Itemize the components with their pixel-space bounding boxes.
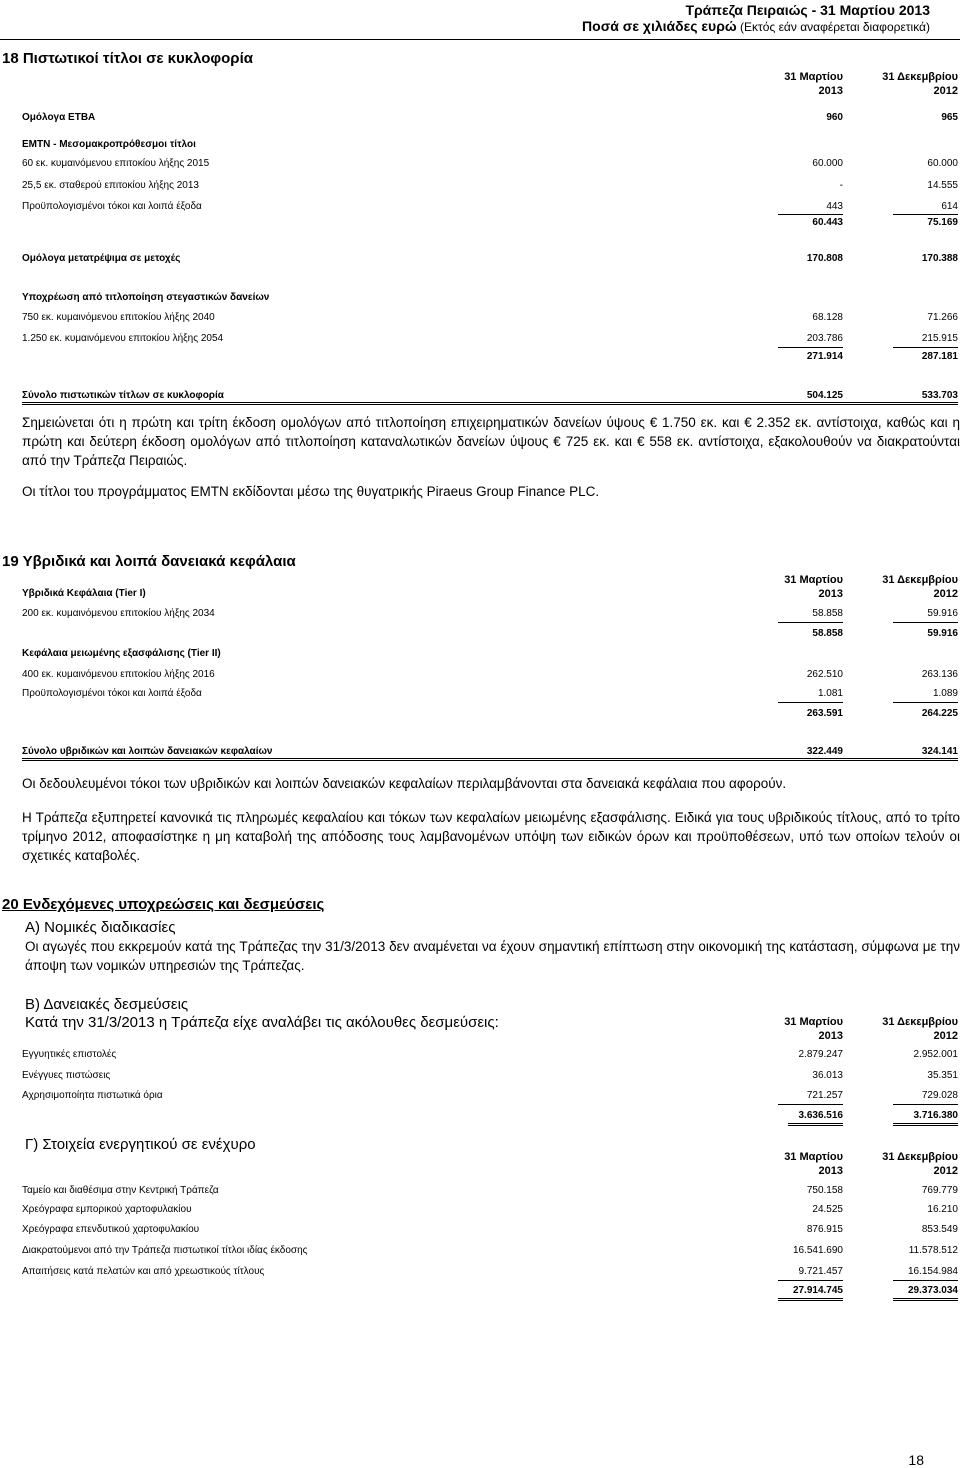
value-2012: 170.388 <box>921 253 958 264</box>
legal-paragraph: Οι αγωγές που εκκρεμούν κατά της Τράπεζας την 31/3/2013 δεν αναμένεται να έχουν σημαντική επίπτωση στην οικονομική της κατάσταση, σύμφωνα με την άποψη των νομικών υπηρεσιών της Τράπεζας. <box>25 939 960 973</box>
col-head-2013 <box>743 1150 843 1178</box>
value-2012: 11.578.512 <box>908 1245 958 1256</box>
subtotal-rule <box>893 214 958 215</box>
col-head-2013 <box>743 1015 843 1043</box>
header-divider <box>0 39 960 40</box>
subtotal-2012: 59.916 <box>927 628 958 639</box>
value-2013: 443 <box>826 201 843 212</box>
subtotal-rule <box>893 622 958 623</box>
subtotal-2013: 263.591 <box>806 708 843 719</box>
total-double-rule <box>22 758 958 761</box>
value-2013: 2.879.247 <box>798 1049 843 1060</box>
total-double-rule <box>778 1298 843 1301</box>
col-head-2012 <box>858 573 958 601</box>
col-head-year: 2012 <box>933 1030 958 1042</box>
total-label: Σύνολο υβριδικών και λοιπών δανειακών κεφαλαίων <box>22 746 273 757</box>
row-label: Προϋπολογισμένοι τόκοι και λοιπά έξοδα <box>22 201 202 212</box>
note-paragraph: Οι δεδουλευμένοι τόκοι των υβριδικών και λοιπών δανειακών κεφαλαίων περιλαμβάνονται στα δανειακά κεφάλαια που αφορούν. <box>22 776 787 791</box>
subtotal-2012: 75.169 <box>927 217 958 228</box>
amounts-note <box>582 18 930 34</box>
row-label: Αχρησιμοποίητα πιστωτικά όρια <box>22 1090 163 1101</box>
value-2013: 24.525 <box>812 1204 843 1215</box>
value-2012: 16.210 <box>927 1204 958 1215</box>
col-head-label: 31 Μαρτίου <box>784 1151 843 1163</box>
subtotal-2012: 264.225 <box>921 708 958 719</box>
subsection-title: Υβριδικά Κεφάλαια (Tier I) <box>22 588 146 599</box>
row-label: Διακρατούμενοι από την Τράπεζα πιστωτικοί τίτλοι ιδίας έκδοσης <box>22 1245 308 1256</box>
subsection-a-title: Α) Νομικές διαδικασίες <box>25 919 176 936</box>
col-head-year: 2012 <box>933 1165 958 1177</box>
value-2013: 60.000 <box>812 158 843 169</box>
subtotal-rule <box>778 622 843 623</box>
value-2012: 614 <box>941 201 958 212</box>
total-2013: 322.449 <box>806 746 843 757</box>
value-2013: 1.081 <box>817 688 843 699</box>
subsection-c-title: Γ) Στοιχεία ενεργητικού σε ενέχυρο <box>25 1136 256 1153</box>
value-2013: 721.257 <box>806 1090 843 1101</box>
note-paragraph: Σημειώνεται ότι η πρώτη και τρίτη έκδοση ομολόγων από τιτλοποίηση επιχειρηματικών δανείων ύψους € 1.750 εκ. και € 2.352 εκ. αντίστοιχα, καθώς και η πρώτη και δεύτερη έκδοση ομολόγων από τιτλοποίηση καταναλωτικών δανείων ύψους € 725 εκ. και € 558 εκ. αντίστοιχα, εξακολουθούν να διακρατούνται από την Τράπεζα Πειραιώς. <box>22 415 960 468</box>
total-2012: 3.716.380 <box>913 1110 958 1121</box>
row-label: 60 εκ. κυμαινόμενου επιτοκίου λήξης 2015 <box>22 158 210 169</box>
value-2013: 960 <box>826 112 843 123</box>
value-2012: 853.549 <box>921 1224 958 1235</box>
subsection-title: EMTN - Μεσομακροπρόθεσμοι τίτλοι <box>22 139 196 150</box>
report-title: Τράπεζα Πειραιώς - 31 Μαρτίου 2013 <box>685 2 930 18</box>
total-2012: 533.703 <box>921 390 958 401</box>
section-19-title: 19 Υβριδικά και λοιπά δανειακά κεφάλαια <box>2 553 296 570</box>
value-2013: 170.808 <box>806 253 843 264</box>
total-2013: 27.914.745 <box>792 1285 843 1296</box>
value-2012: 215.915 <box>921 333 958 344</box>
col-head-label: 31 Δεκεμβρίου <box>882 574 958 586</box>
total-2013: 3.636.516 <box>798 1110 843 1121</box>
total-double-rule <box>22 402 958 405</box>
subsection-b-title: Β) Δανειακές δεσμεύσεις <box>25 996 189 1013</box>
col-head-2013 <box>743 573 843 601</box>
value-2012: 965 <box>941 112 958 123</box>
value-2013: 876.915 <box>806 1224 843 1235</box>
row-label: Εγγυητικές επιστολές <box>22 1049 117 1060</box>
subtotal-rule <box>778 702 843 703</box>
col-head-2012 <box>858 1015 958 1043</box>
value-2013: 58.858 <box>812 608 843 619</box>
col-head-year: 2013 <box>818 1030 843 1042</box>
value-2012: 60.000 <box>927 158 958 169</box>
subsection-title: Υποχρέωση από τιτλοποίηση στεγαστικών δανείων <box>22 292 270 303</box>
amounts-exception: (Εκτός εάν αναφέρεται διαφορετικά) <box>736 20 930 34</box>
col-head-label: 31 Μαρτίου <box>784 574 843 586</box>
row-label: Χρεόγραφα επενδυτικού χαρτοφυλακίου <box>22 1224 200 1235</box>
total-2012: 324.141 <box>921 746 958 757</box>
value-2012: 1.089 <box>932 688 958 699</box>
col-head-label: 31 Μαρτίου <box>784 71 843 83</box>
subtotal-rule <box>778 1280 843 1281</box>
col-head-label: 31 Δεκεμβρίου <box>882 71 958 83</box>
col-head-2012 <box>858 70 958 98</box>
subtotal-rule <box>893 1104 958 1105</box>
section-20-title: 20 Ενδεχόμενες υποχρεώσεις και δεσμεύσεις <box>2 896 325 913</box>
value-2013: 9.721.457 <box>798 1266 843 1277</box>
subtotal-2012: 287.181 <box>921 351 958 362</box>
col-head-label: 31 Μαρτίου <box>784 1016 843 1028</box>
row-label: Απαιτήσεις κατά πελατών και από χρεωστικούς τίτλους <box>22 1266 265 1277</box>
subtotal-rule <box>893 347 958 348</box>
value-2012: 14.555 <box>927 180 958 191</box>
row-label: Προϋπολογισμένοι τόκοι και λοιπά έξοδα <box>22 688 202 699</box>
value-2012: 263.136 <box>921 669 958 680</box>
row-label: Ταμείο και διαθέσιμα στην Κεντρική Τράπεζα <box>22 1185 219 1196</box>
subtotal-2013: 60.443 <box>812 217 843 228</box>
subsection-title: Κεφάλαια μειωμένης εξασφάλισης (Tier II) <box>22 648 221 659</box>
value-2013: 68.128 <box>812 312 843 323</box>
subtotal-rule <box>778 214 843 215</box>
value-2012: 59.916 <box>927 608 958 619</box>
col-head-label: 31 Δεκεμβρίου <box>882 1016 958 1028</box>
value-2013: - <box>839 180 843 191</box>
total-double-rule <box>788 1123 843 1126</box>
col-head-year: 2013 <box>818 1165 843 1177</box>
value-2012: 35.351 <box>927 1070 958 1081</box>
value-2013: 36.013 <box>812 1070 843 1081</box>
value-2012: 2.952.001 <box>913 1049 958 1060</box>
row-label: Ενέγγυες πιστώσεις <box>22 1070 111 1081</box>
row-label: 750 εκ. κυμαινόμενου επιτοκίου λήξης 2040 <box>22 312 215 323</box>
total-double-rule <box>893 1123 958 1126</box>
total-double-rule <box>893 1298 958 1301</box>
value-2013: 262.510 <box>806 669 843 680</box>
subtotal-rule <box>893 702 958 703</box>
subtotal-2013: 271.914 <box>806 351 843 362</box>
commitments-intro: Κατά την 31/3/2013 η Τράπεζα είχε αναλάβει τις ακόλουθες δεσμεύσεις: <box>25 1014 499 1031</box>
col-head-2012 <box>858 1150 958 1178</box>
row-label: Ομόλογα μετατρέψιμα σε μετοχές <box>22 253 181 264</box>
total-2012: 29.373.034 <box>907 1285 958 1296</box>
col-head-year: 2013 <box>818 588 843 600</box>
total-2013: 504.125 <box>806 390 843 401</box>
subtotal-rule <box>893 1280 958 1281</box>
subtotal-rule <box>778 347 843 348</box>
subtotal-rule <box>778 1104 843 1105</box>
row-label: 400 εκ. κυμαινόμενου επιτοκίου λήξης 2016 <box>22 669 215 680</box>
subtotal-2013: 58.858 <box>812 628 843 639</box>
section-18-title: 18 Πιστωτικοί τίτλοι σε κυκλοφορία <box>2 50 253 67</box>
value-2013: 203.786 <box>806 333 843 344</box>
page-number: 18 <box>908 1452 924 1468</box>
row-label: 1.250 εκ. κυμαινόμενου επιτοκίου λήξης 2054 <box>22 333 224 344</box>
row-label: 200 εκ. κυμαινόμενου επιτοκίου λήξης 2034 <box>22 608 215 619</box>
row-label: 25,5 εκ. σταθερού επιτοκίου λήξης 2013 <box>22 180 199 191</box>
col-head-year: 2012 <box>933 85 958 97</box>
col-head-year: 2013 <box>818 85 843 97</box>
note-paragraph: Η Τράπεζα εξυπηρετεί κανονικά τις πληρωμές κεφαλαίου και τόκων των κεφαλαίων μειωμένης εξασφάλισης. Ειδικά για τους υβριδικούς τίτλους, από το τρίτο τρίμηνο 2012, αποφασίστηκε η μη καταβολή της απόδοσης τους λαμβανομένων υπόψη των ειδικών όρων και προϋποθέσεων, υπό των οποίων τελούν οι σχετικές καταβολές. <box>22 810 960 863</box>
note-paragraph: Οι τίτλοι του προγράμματος EMTN εκδίδονται μέσω της θυγατρικής Piraeus Group Finance PLC. <box>22 484 600 499</box>
value-2013: 16.541.690 <box>792 1245 843 1256</box>
col-head-2013 <box>743 70 843 98</box>
value-2013: 750.158 <box>806 1185 843 1196</box>
total-label: Σύνολο πιστωτικών τίτλων σε κυκλοφορία <box>22 390 224 401</box>
amounts-unit: Ποσά σε χιλιάδες ευρώ <box>582 18 737 34</box>
col-head-label: 31 Δεκεμβρίου <box>882 1151 958 1163</box>
col-head-year: 2012 <box>933 588 958 600</box>
value-2012: 729.028 <box>921 1090 958 1101</box>
value-2012: 769.779 <box>921 1185 958 1196</box>
value-2012: 71.266 <box>927 312 958 323</box>
row-label: Ομόλογα ΕΤΒΑ <box>22 112 96 123</box>
row-label: Χρεόγραφα εμπορικού χαρτοφυλακίου <box>22 1204 192 1215</box>
value-2012: 16.154.984 <box>907 1266 958 1277</box>
